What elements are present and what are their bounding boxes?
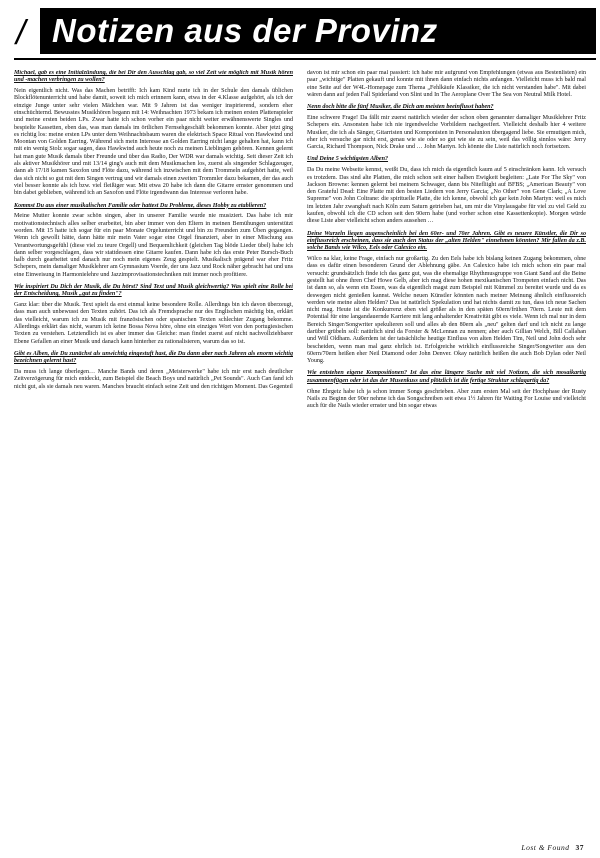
masthead [14, 8, 586, 60]
interview-answer: Da Du meine Webseite kennst, weißt Du, dass ich mich da eigentlich kaum auf 5 einschränken kann. Ich versuch es trotzdem. Das sind alte Platten, die mich schon seit einer halben Ewigkeit begleiten: „Late For The Sky" von Jackson Browne: kennen gelernt bei meinem Schwager, dann bis Nitefliight auf BFBS; „American Beauty" von den Grateful Dead: Eine Platte mit den besten Liedern von Jerry Garcia; „No Other" von Gene Clark; „A Love Supreme" von John Coltrane: die spirituelle Platte, die ich kenne, obwohl ich gar kein John Martyn: weil es mich im letzten Jahr zwanghaft nach Köln zum Saturn getrieben hat, um mir die Vinylausgabe für viel zu viel Geld zu kaufen, obwohl ich die CD schon seit den 90ern habe (und vorher schon eine Kassettenkopie). Morgen würde diese Liste aber vielleicht schon anders aussehen … [307, 167, 586, 225]
interview-answer: Wilco na klar, keine Frage, einfach nur großartig. Zu den Eels habe ich bislang keinen Zugang bekommen, ohne dass es dafür einen besonderen Grund der Ablehnung gäbe. An Calexico habe ich mich schon ein paar mal versucht: grundsätzlich finde ich das ganz gut, was die ehemalige Rhythmusgruppe von Giant Sand auf die Beine gestellt hat ohne ihren Chef Howe Gelb, aber ich mag diese hohen mexikanischen Trompeten einfach nicht. Das ist dann so, als wenn ein Essen, was da eigentlich magst zum Beispiel mit Kümmel zu bereitet wurde und da es deswegen nicht genießen kannst. Welche neuen Künstler könnten nach meiner Meinung ähnlich einflussreich werden wie meine alten Helden? Das ist natürlich Spekulation und hat nichts damit zu tun, dass ich neue Sachen nicht mag. Heute ist die Konkurrenz eben viel größer als in den späten 60ern/frühen 70ern. Leute mit dem Potential für eine langandauernde Karriere mit lang anhaltender Kreativität gibt es viele. Wenn ich mal nur in dem Bereich Singer/Songwriter spekulieren soll und alles ab den 80ern als „neu" gelten darf und ich nicht zu lange darüber grübeln soll: natürlich sind da Forster & McLennan zu nennen; aber auch Gillian Welch, Bill Callahan und Will Oldham. Außerdem ist der tatsächliche heutige Einfluss von alten Helden Tim, Neil und John doch sehr bescheiden, wenn man mal ganz ehrlich ist. Erfolgreiche wirklich einflussreiche Singer/Songwriter aus den 60ern/70ern heißen eher Neil Diamond oder John Denver. Okay natürlich heißen die auch Bob Dylan oder Neil Young. [307, 256, 586, 365]
interview-answer: Meine Mutter konnte zwar schön singen, aber in unserer Familie wurde nie musiziert. Das habe ich mir motivationstechnisch alles selber erarbeitet, bin aber immer von den Eltern in meinen Bemühungen unterstützt worden. Mit 15 hatte ich sogar für ein paar Monate Orgelunterricht und bin zu Freunden zum Üben gegangen. Wenn ich gewollt hätte, dann hätte mir mein Vater sogar eine Orgel finanziert, aber in einer Mischung aus Verantwortungsgefühl (diese viel zu teure Orgell) und Bequemlichkeit (gleichen Tag blöde Lieder übel) habe ich dann selber vorgeschlagen, dass wir stattdessen eine Gitarre kaufen. Dann habe ich das erste Peter Bursch-Buch halb durch gearbeitet und danach nur noch mein eigenes Zeug gespielt. Musikalisch prägend war eher Fritz Schepers, mein damaliger Musiklehrer am Gymnasium Voerde, der uns Jazz und Rock näher gebracht hat und uns eine Einweisung in Harmonielehre und Jazzimprovisationstechniken mit immer noch profitiere. [14, 213, 293, 278]
interview-answer: Ohne Ehrgeiz habe ich ja schon immer Songs geschrieben. Aber zum ersten Mal seit der Hochphase der Rusty Nails zu Beginn der 90er nehme ich das Songschreiben seit etwa 1½ Jahren für Waiting For Louise und vielleicht auch für die Nails wieder ernster und bin sogar etwas [307, 388, 586, 410]
masthead-rule [14, 58, 596, 60]
interview-question: Wie entstehen eigene Kompositionen? Ist das eine längere Suche mit viel Notizen, die sich mosaikartig zusammenfügen oder ist das der Musenkuss und plötzlich ist die fertige Struktur schlagartig da? [307, 370, 586, 384]
page-number: 37 [575, 843, 584, 852]
page-title: Notizen aus der Provinz [40, 8, 596, 54]
column-right [307, 70, 586, 828]
interview-question: Gibt es Alben, die Du zunächst als unwichtig eingestuft hast, die Du dann aber nach Jahren als enorm wichtig bezeichnen gelernt hast? [14, 350, 293, 365]
interview-answer: Eine schwere Frage! Da fällt mir zuerst natürlich wieder der schon oben genannter damaliger Musiklehrer Fritz Schepers ein. Ansonsten habe ich nie irgendwelche Vorbildern nachgeeifert. Vielleicht deshalb hier 4 weitere Musiker, die ich als Sänger, Gitarristen und Komponisten in Personalunion übergagend liebe. Sie ermutigen mich, eher ich versuche gar nicht erst, genau wie sie oder so gut wie sie zu sein, weil das völlig sinnlos wäre: Jerry Garcia, Richard Thompson, Nick Drake und … John Martyn. Ich könnte die Liste natürlich noch fortsetzen. [307, 114, 586, 151]
interview-question: Und Deine 5 wichtigsten Alben? [307, 156, 389, 163]
interview-answer: Da muss ich lange überlegen… Manche Bands und deren „Meisterwerke" habe ich mir erst nach deutlicher Zeitverzögerung für mich entdeckt, zum Beispiel die Beach Boys und natürlich „Pet Sounds". Auch Can fand ich nicht gut, als sie damals neu waren. Manches braucht einfach seine Zeit und den richtigen Moment. Das Gegenteil [14, 368, 293, 390]
interview-answer: davon ist mir schon ein paar mal passiert: ich habe mir aufgrund von Empfehlungen (etwas aus Bestenlisten) ein paar „wichtige" Platten gekauft und konnte mit ihnen dann einfach nichts anfangen. Vielleicht muss ich bald mal eine Seite auf der W4L-Homepage zum Thema „Fehlkäufe Klassiker, die ich nicht verstanden habe". Mit dabei wären dann auf jeden Fall Spiderland von Slint und In The Aeroplane Over The Sea von Neutral Milk Hotel. [307, 70, 586, 98]
interview-question: Michael, gab es eine Initialzündung, die bei Dir den Ausschlag gab, so viel Zeit wie möglich mit Musik hören und -machen verbringen zu wollen? [14, 70, 293, 84]
interview-question: Wie inspiriert Du Dich der Musik, die Du hörst? Sind Text und Musik gleichwertig? Was spielt eine Rolle bei der Entscheidung, Musik „gut zu finden"? [14, 284, 293, 298]
masthead-slash: / [16, 14, 25, 52]
interview-answer: Ganz klar: über die Musik. Text spielt da erst einmal keine besondere Rolle. Allerdings bin ich davon überzeugt, dass man auch unbewusst den Texten zuhört. Das ich als Fremdsprache nur des Englischen mächtig bin, erklärt das vielleicht, warum ich zu Musik mit französischen oder spanischen Texten schlechter Zugang bekomme. Allerdings erklärt das nicht, warum ich keine Bossa Nova höre, ohne ein einziges Wort von den portugiesischen Texten zu verstehen. Letztendlich ist es aber immer das Gleiche: man findet zuerst auf nicht nachvollziehbarer Ebene Gefallen an einer Musik und danach kann hinterher zu rationalisieren, warum das so ist. [14, 302, 293, 345]
publication-name: Lost & Found [521, 843, 570, 852]
interview-answer: Nein eigentlich nicht. Was das Machen betrifft: Ich kam Kind nurte ich in der Schule den damals üblichen Blockflötenunterricht und habe damit, soweit ich mich erinnern kann, etwa in der 4.Klasse aufgehört, als ich der einzige Junge unter sehr vielen Mädchen war. Mit 9 Jahren ist das weniger inspirierend, sondern eher einschüchternd. Bewusstes Musikhören begann mit 14: Weihnachten 1973 bekam ich meinen ersten Plattenspieler und meine ersten beiden LPs. Zwar hatte ich schon vorher ein paar nicht weiter erwähnenswerte Singles und bespielte Kassetten, eben das, was man damals im örtlichen Fernsehgeschäft bekommen konnte. Aber jetzt ging es richtig los: meine ersten LPs unter dem Weihnachtsbaum waren die elektrisch Space Ritual von Hawkwind und Moontan von Golden Earring. Während sich mein Interesse an Golden Earring nicht lange gehalten hat, kann ich mit ein wenig Stolz sogar sagen, dass Hawkwind auch heute noch zu meinen Lieblingen gehören. Kennen gelernt hat man gute Musik damals über Freunde und über das Radio, Der WDR war damals wichtig. Seit dieser Zeit ich als aktiver Musikhörer und mit 13/14 ging's auch mit dem Musikmachen los, zuerst als singender Schlagzeuger, dann ab 17/18 kamen Saxofon und Flöte dazu, während ich inzwischen mit dem Trommeln aufgehört hatte, weil das sich nicht so gut mit dem Singen vertrug und wir damals einen zweiten Trommler dazu bekamen, der das auch viel besser konnte als ich bzw. viel fleißiger war. Mit etwa 20 habe ich dann die Gitarre ernster genommen und bin dabei geblieben, während ich an Saxofon und Flöte irgendwann das Interesse verloren habe. [14, 88, 293, 197]
page-footer [521, 843, 584, 852]
interview-question: Nenn doch bitte die fünf Musiker, die Dich am meisten beeinflusst haben? [307, 104, 494, 111]
article-columns [14, 70, 586, 828]
interview-question: Kommst Du aus einer musikalischen Familie oder hattest Du Probleme, dieses Hobby zu etablieren? [14, 202, 267, 209]
interview-question: Deine Wurzeln liegen augenscheinlich bei den 60er- und 70er Jahren. Gibt es neuere Künstler, die Dir so einflussreich erscheinen, dass sie auch den Status der „alten Helden" einnehmen könnten? Mir fallen da z.B. solche Bands wie Wilco, Eels oder Calexico ein. [307, 230, 586, 252]
column-left [14, 70, 293, 828]
magazine-page [0, 8, 600, 858]
